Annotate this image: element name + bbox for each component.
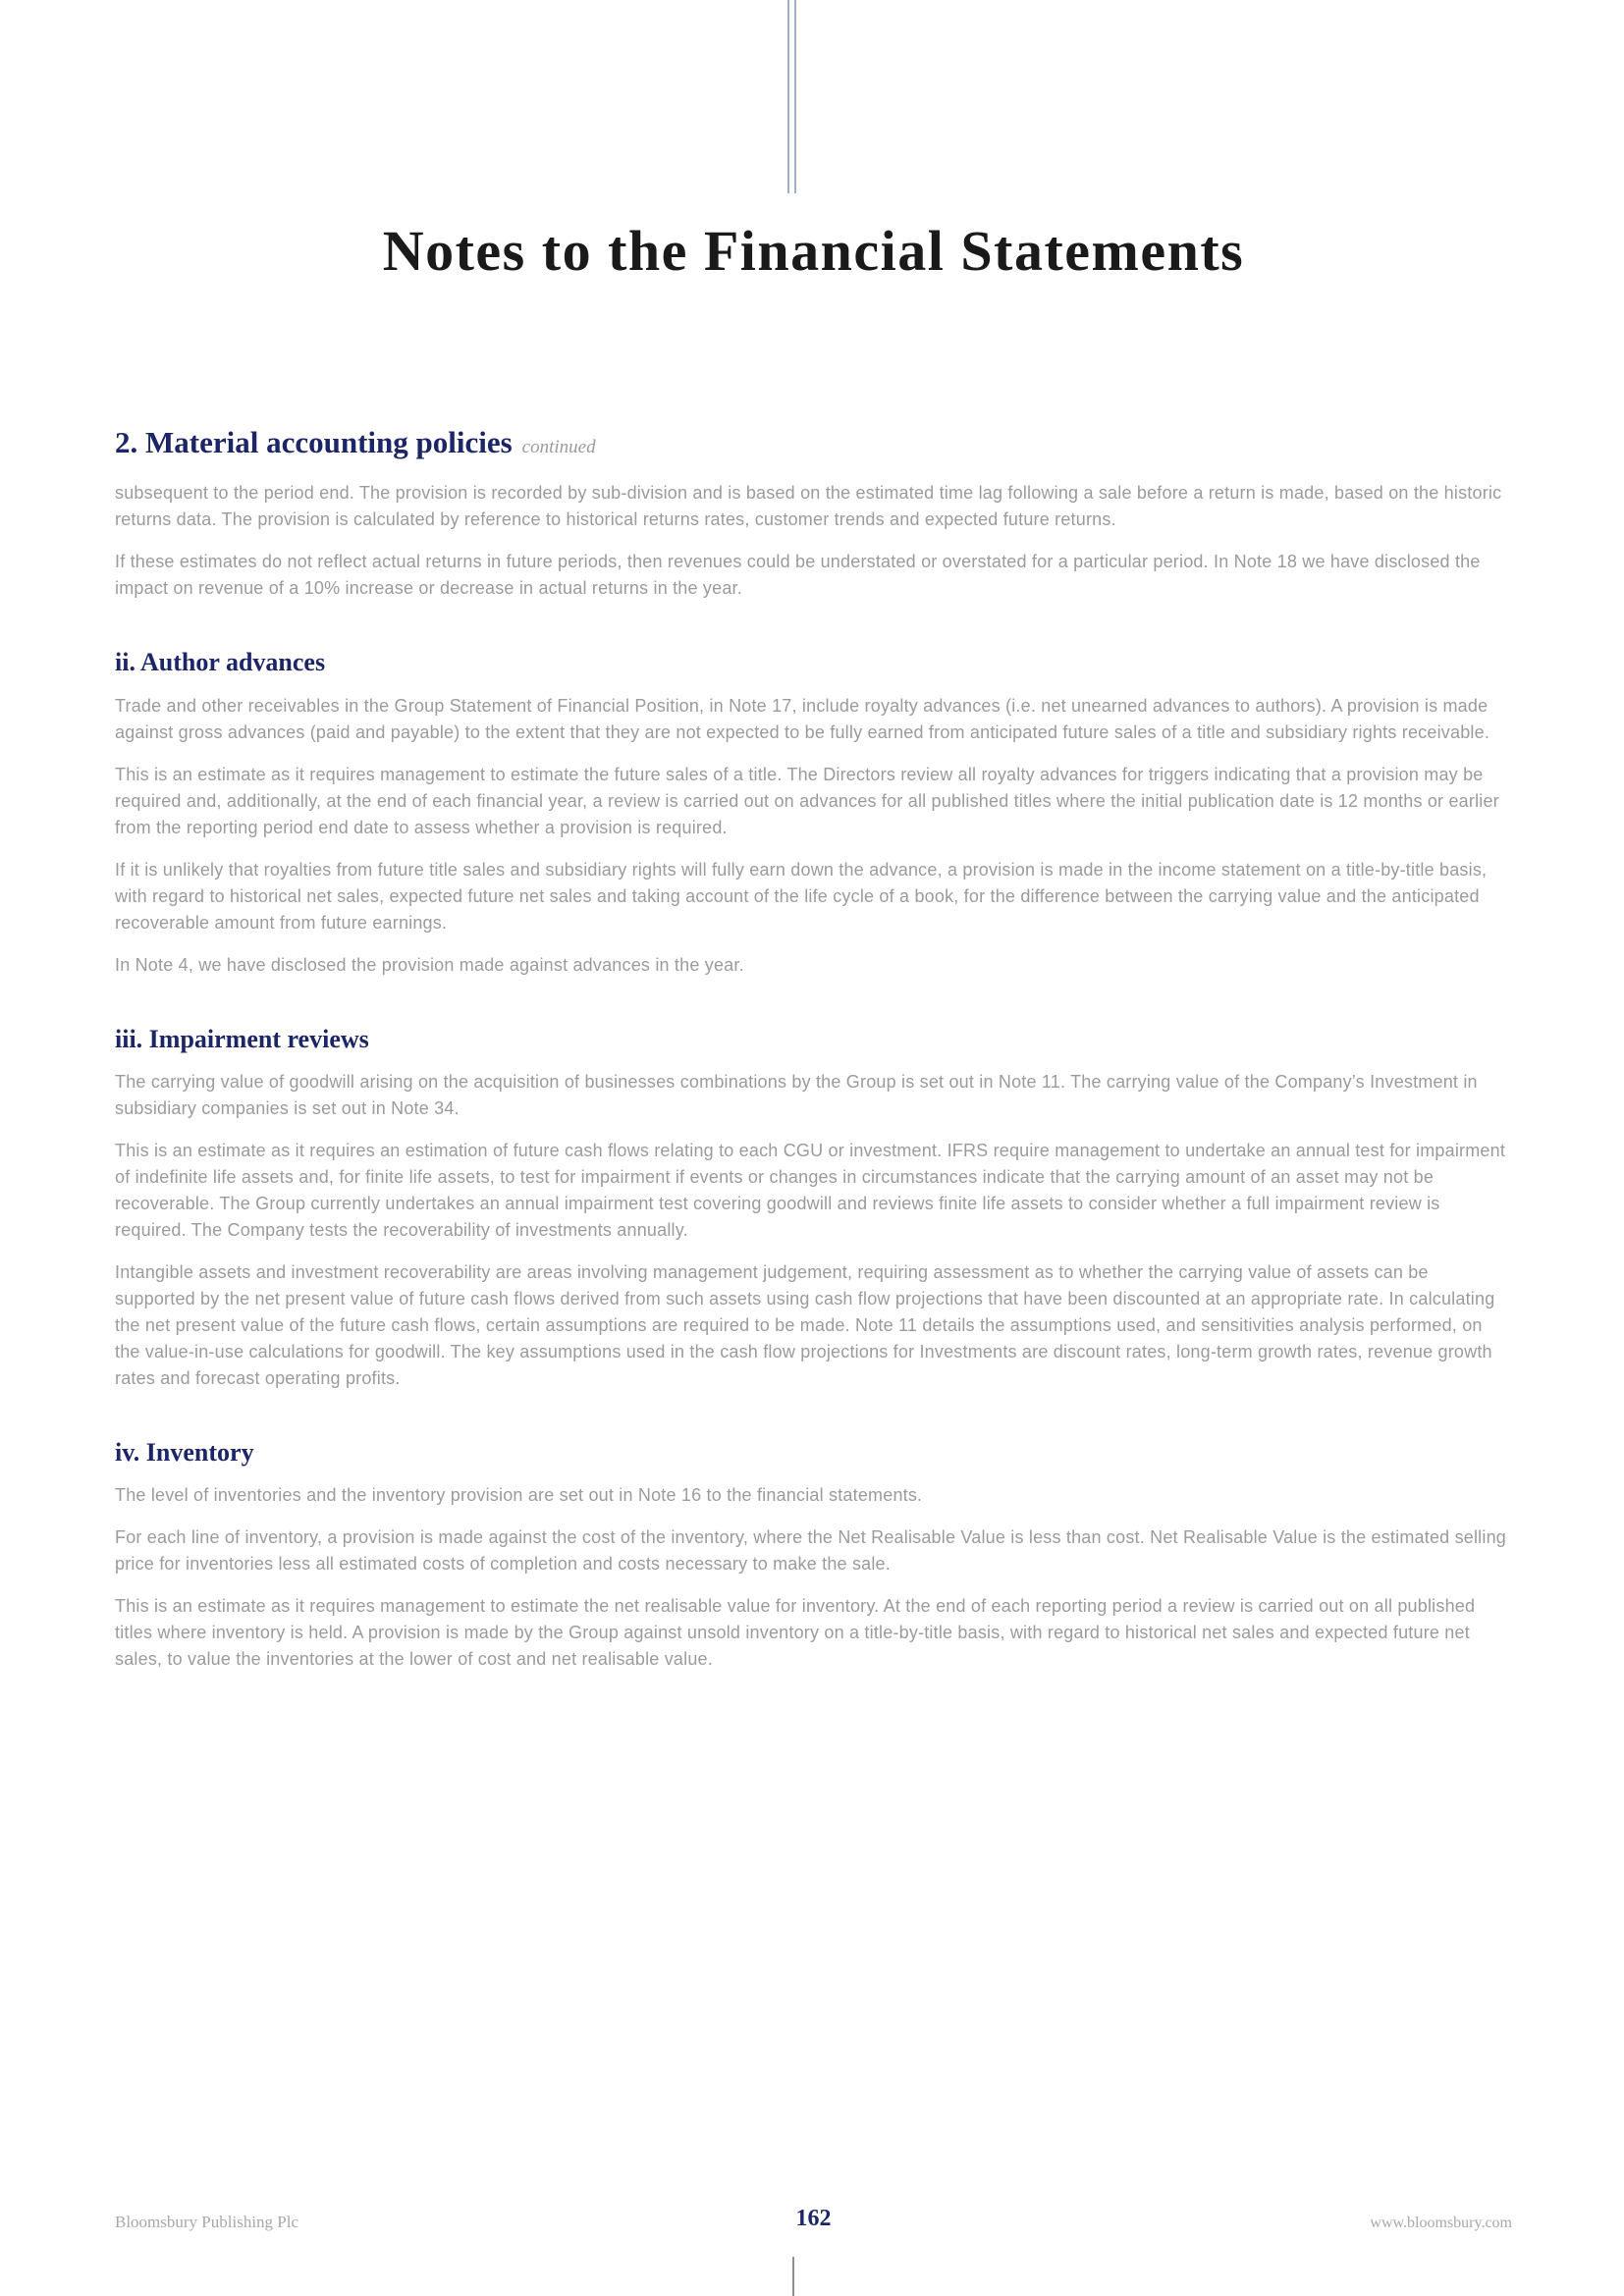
section-heading-text: 2. Material accounting policies xyxy=(115,424,513,459)
body-paragraph: This is an estimate as it requires an estimation of future cash flows relating to each CGU or investment. IFRS require management to undertake an annual test for impairment of indefinite life assets and, for finite life assets, to test for impairment if events or changes in circumstances indicate that the carrying amount of an asset may not be recoverable. The Group currently undertakes an annual impairment test covering goodwill and reviews finite life assets to consider whether a full impairment review is required. The Company tests the recoverability of investments annually. xyxy=(115,1140,1506,1240)
body-paragraph: Intangible assets and investment recoverability are areas involving management judgement, requiring assessment as to whether the carrying value of assets can be supported by the net present value of future cash flows derived from such assets using cash flow projections that have been discounted at an appropriate rate. In calculating the net present value of the future cash flows, certain assumptions are required to be made. Note 11 details the assumptions used, and sensitivities analysis performed, on the value-in-use calculations for goodwill. The key assumptions used in the cash flow projections for Investments are discount rates, long-term growth rates, revenue growth rates and forecast operating profits. xyxy=(115,1261,1495,1388)
page-footer xyxy=(115,2197,1512,2232)
subsection-inventory xyxy=(115,1437,1512,1673)
subsection-heading: ii. Author advances xyxy=(115,648,326,677)
footer-page-number: 162 xyxy=(795,2206,832,2231)
body-paragraph: Trade and other receivables in the Group Statement of Financial Position, in Note 17, include royalty advances (i.e. net unearned advances to authors). A provision is made against gross advances (paid and payable) to the extent that they are not expected to be fully earned from anticipated future sales of a title and subsidiary rights receivable. xyxy=(115,695,1490,742)
body-paragraph: The level of inventories and the inventory provision are set out in Note 16 to the financial statements. xyxy=(115,1485,923,1505)
body-paragraph: This is an estimate as it requires management to estimate the future sales of a title. The Directors review all royalty advances for triggers indicating that a provision may be required and, additionally, at the end of each financial year, a review is carried out on advances for all published titles where the initial publication date is 12 months or earlier from the reporting period end date to assess whether a provision is required. xyxy=(115,764,1499,837)
body-paragraph: The carrying value of goodwill arising on the acquisition of businesses combinations by the Group is set out in Note 11. The carrying value of the Company’s Investment in subsidiary companies is set out in Note 34. xyxy=(115,1071,1478,1118)
bottom-rule xyxy=(792,2257,794,2296)
body-paragraph: subsequent to the period end. The provision is recorded by sub-division and is based on the estimated time lag following a sale before a return is made, based on the historic returns data. The provision is calculated by reference to historical returns rates, customer trends and expected future returns. xyxy=(115,483,1502,530)
subsection-author-advances xyxy=(115,647,1512,978)
section-heading xyxy=(115,425,1512,460)
continued-label: continued xyxy=(521,436,596,457)
body-paragraph: If it is unlikely that royalties from future title sales and subsidiary rights will fully earn down the advance, a provision is made in the income statement on a title-by-title basis, with regard to historical net sales, expected future net sales and taking account of the life cycle of a book, for the difference between the carrying value and the anticipated recoverable amount from future earnings. xyxy=(115,859,1488,933)
page-title: Notes to the Financial Statements xyxy=(382,219,1245,283)
subsection-heading: iii. Impairment reviews xyxy=(115,1024,369,1053)
subsection-impairment-reviews xyxy=(115,1024,1512,1392)
page-content xyxy=(115,0,1512,1688)
body-paragraph: If these estimates do not reflect actual returns in future periods, then revenues could be understated or overstated for a particular period. In Note 18 we have disclosed the impact on revenue of a 10% increase or decrease in actual returns in the year. xyxy=(115,552,1481,599)
body-paragraph: For each line of inventory, a provision is made against the cost of the inventory, where the Net Realisable Value is less than cost. Net Realisable Value is the estimated selling price for inventories less all estimated costs of completion and costs necessary to make the sale. xyxy=(115,1527,1506,1574)
subsection-heading: iv. Inventory xyxy=(115,1437,254,1467)
body-paragraph: This is an estimate as it requires management to estimate the net realisable value for inventory. At the end of each reporting period a review is carried out on all published titles where inventory is held. A provision is made by the Group against unsold inventory on a title-by-title basis, with regard to historical net sales and expected future net sales, to value the inventories at the lower of cost and net realisable value. xyxy=(115,1596,1476,1669)
footer-website: www.bloomsbury.com xyxy=(1370,2215,1512,2231)
body-paragraph: In Note 4, we have disclosed the provision made against advances in the year. xyxy=(115,954,744,975)
section-body xyxy=(115,480,1512,1673)
footer-company: Bloomsbury Publishing Plc xyxy=(115,2213,299,2231)
